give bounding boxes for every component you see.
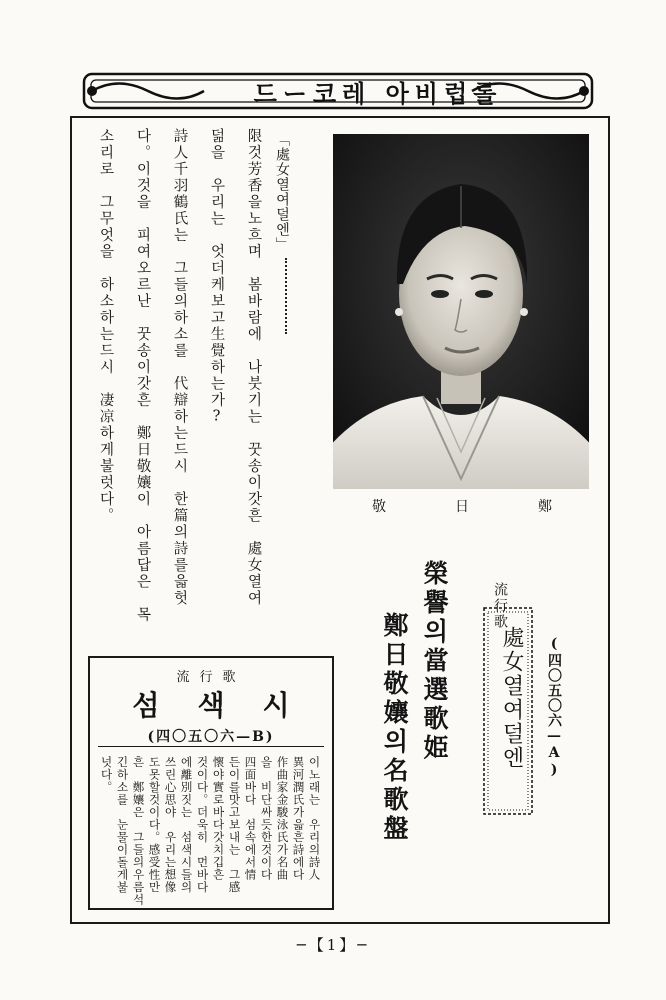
record-b-text-column: 을 비단싸듯한것이다 bbox=[259, 756, 274, 881]
record-b-text-column: 흔 鄭孃은 그들의우름석 bbox=[131, 756, 146, 906]
record-b-title: 섬색시 bbox=[132, 689, 328, 722]
poem-column: 限것芳香을노흐며 봄바람에 나붓기는 꿋송이갓흔 處女열여 bbox=[245, 128, 262, 607]
record-b-text-column: 든이를맛고보내는 그感 bbox=[227, 756, 242, 894]
record-b-text-column: 四面바다 섬속에서情 bbox=[243, 756, 258, 881]
headline-line-2: 鄭日敬孃의名歌盤 bbox=[380, 612, 409, 844]
poem-column: 덞을 우리는 엇더케보고生覺하는가? bbox=[208, 128, 225, 427]
singer-portrait-photo bbox=[333, 134, 589, 489]
header-banner bbox=[78, 66, 598, 116]
record-b-box bbox=[88, 656, 334, 910]
record-b-genre: 流行歌 bbox=[176, 670, 246, 685]
poem-column: 소리로 그무엇을 하소하는드시 凄凉하게불럿다。 bbox=[97, 128, 114, 524]
record-b-text-column: 쓰린心思야 우리는想像 bbox=[163, 756, 178, 894]
record-b-text-column: 넛다。 bbox=[99, 756, 114, 794]
caption-char: 日 bbox=[455, 499, 469, 515]
record-b-text-column: 에離別짓는 섬색시들의 bbox=[179, 756, 194, 894]
record-title: 處女열여덜엔 bbox=[499, 626, 524, 770]
poem-title: 「處女열여덜엔」 bbox=[274, 132, 290, 252]
headline-line-1: 榮譽의當選歌姫 bbox=[420, 560, 449, 763]
record-title-box bbox=[482, 606, 534, 816]
record-b-text-column: 異河潤氏가읇흔詩에다 bbox=[291, 756, 306, 881]
photo-caption bbox=[372, 496, 552, 516]
record-b-text-column: 이노래는 우리의詩人 bbox=[307, 756, 322, 881]
poem-title-leader-dots bbox=[285, 258, 287, 334]
record-b-text-column: 것이다。더욱히 먼바다 bbox=[195, 756, 210, 894]
page-number: ─【1】─ bbox=[296, 936, 370, 954]
caption-char: 敬 bbox=[372, 499, 386, 515]
page-header-title: 드ー코레 아비럽롤 bbox=[253, 79, 503, 108]
record-b-text-column: 懷야實로바다갓치깁흔 bbox=[211, 756, 226, 881]
caption-char: 鄭 bbox=[538, 499, 552, 515]
poem-text bbox=[96, 128, 282, 648]
record-number-label bbox=[544, 636, 570, 796]
record-genre: 流行歌 bbox=[492, 582, 508, 630]
record-number: (四〇五〇六—A) bbox=[546, 636, 562, 779]
poem-column: 詩人千羽鶴氏는 그들의하소를 代辯하는드시 한篇의詩를읇헛 bbox=[171, 128, 188, 607]
record-b-text-column: 도못할것이다。感受性만 bbox=[147, 756, 162, 894]
record-b-text-column: 긴하소를 눈물이돌게불 bbox=[115, 756, 130, 894]
record-b-number: (四〇五〇六—B) bbox=[147, 729, 275, 745]
divider bbox=[98, 746, 324, 747]
record-b-text-column: 作曲家金駿泳氏가名曲 bbox=[275, 756, 290, 881]
poem-column: 다。이것을 피여오르난 꿋송이갓흔 鄭日敬孃이 아름답은 목 bbox=[134, 128, 151, 623]
